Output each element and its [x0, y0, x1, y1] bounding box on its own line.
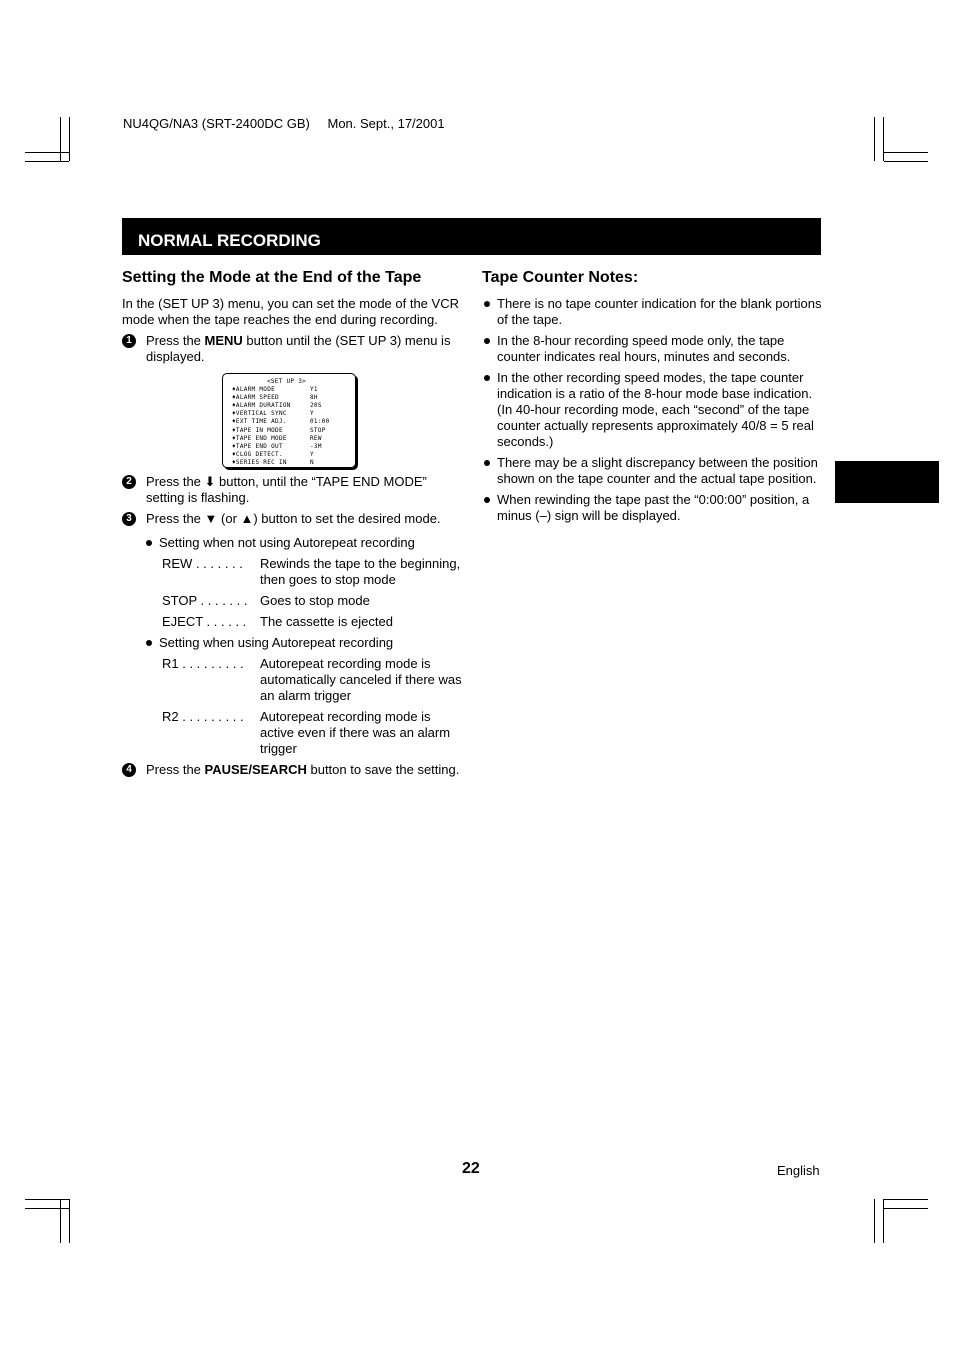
intro-text: In the (SET UP 3) menu, you can set the mode of the VCR mode when the tape reaches the end during recording.: [122, 296, 459, 327]
group-autorepeat: Setting when using Autorepeat recording: [146, 635, 462, 651]
crop-mark: [874, 1199, 884, 1243]
osd-row: ♦TAPE IN MODE STOP: [232, 426, 326, 434]
note-item: In the 8-hour recording speed mode only, the tape counter indicates real hours, minutes and seconds.: [482, 333, 822, 365]
print-date: Mon. Sept., 17/2001: [327, 116, 445, 131]
step-number: 2: [122, 475, 136, 489]
osd-row: ♦ALARM MODE Y1: [232, 386, 318, 394]
step-2: 2 Press the ⬇ button, until the “TAPE END MODE” setting is flashing.: [122, 474, 462, 506]
step-3: 3 Press the ▼ (or ▲) button to set the desired mode.: [122, 511, 462, 527]
osd-row: ♦SERIES REC IN N: [232, 458, 314, 466]
osd-title: <SET UP 3>: [266, 378, 307, 385]
step-number: 1: [122, 334, 136, 348]
note-item: There may be a slight discrepancy between the position shown on the tape counter and the actual tape position.: [482, 455, 822, 487]
left-heading: Setting the Mode at the End of the Tape: [122, 269, 422, 286]
note-item: When rewinding the tape past the “0:00:00” position, a minus (–) sign will be displayed.: [482, 492, 822, 524]
osd-row: ♦TAPE END OUT -3M: [232, 442, 322, 450]
crop-mark: [25, 1199, 69, 1209]
option-row: R1 . . . . . . . . . Autorepeat recording mode is automatically canceled if there was an alarm trigger: [162, 656, 462, 703]
bullet-icon: [146, 540, 152, 546]
bullet-icon: [484, 497, 490, 503]
bullet-icon: [484, 338, 490, 344]
option-row: REW . . . . . . . Rewinds the tape to the beginning, then goes to stop mode: [162, 556, 461, 587]
group-no-autorepeat: Setting when not using Autorepeat recording: [146, 535, 462, 551]
osd-row: ♦EXT TIME ADJ. 01:00: [232, 418, 330, 426]
left-column: [122, 268, 462, 783]
bullet-icon: [146, 640, 152, 646]
osd-row: ♦ALARM DURATION 20S: [232, 402, 322, 410]
crop-mark: [874, 117, 884, 161]
osd-row: ♦VERTICAL SYNC Y: [232, 410, 314, 418]
osd-row: ♦TAPE END MODE REW: [232, 434, 322, 442]
right-column: [482, 268, 822, 529]
print-header: [123, 116, 445, 131]
bullet-icon: [484, 460, 490, 466]
bullet-icon: [484, 375, 490, 381]
option-row: R2 . . . . . . . . . Autorepeat recording mode is active even if there was an alarm trigger: [162, 709, 451, 756]
osd-row: ♦CLOG DETECT. Y: [232, 450, 314, 458]
page-number: 22: [462, 1160, 480, 1177]
step-1: 1 Press the MENU button until the (SET UP 3) menu is displayed.: [122, 333, 462, 365]
step-number: 4: [122, 763, 136, 777]
osd-row: ♦ALARM SPEED 8H: [232, 394, 318, 402]
step-number: 3: [122, 512, 136, 526]
crop-mark: [25, 152, 69, 162]
step-4: 4 Press the PAUSE/SEARCH button to save the setting.: [122, 762, 462, 778]
option-row: EJECT . . . . . . The cassette is ejected: [162, 614, 393, 629]
crop-mark: [884, 152, 928, 162]
section-banner: [122, 218, 821, 255]
note-item: There is no tape counter indication for the blank portions of the tape.: [482, 296, 822, 328]
bullet-icon: [484, 301, 490, 307]
menu-button-label: MENU: [204, 333, 243, 348]
osd-setup-menu: [222, 373, 356, 468]
right-heading: Tape Counter Notes:: [482, 269, 639, 286]
crop-mark: [884, 1199, 928, 1209]
model-code: NU4QG/NA3 (SRT-2400DC GB): [123, 116, 310, 131]
section-title: NORMAL RECORDING: [138, 231, 321, 250]
chapter-tab: [835, 461, 939, 503]
option-row: STOP . . . . . . . Goes to stop mode: [162, 593, 370, 608]
language-label: English: [777, 1163, 820, 1178]
pause-search-label: PAUSE/SEARCH: [204, 762, 307, 777]
note-item: In the other recording speed modes, the tape counter indication is a ratio of the 8-hour mode base indication. (In 40-hour recording mode, each “second” of the tape counter actually represents approximately 40/8 = 5 real seconds.): [482, 370, 822, 450]
